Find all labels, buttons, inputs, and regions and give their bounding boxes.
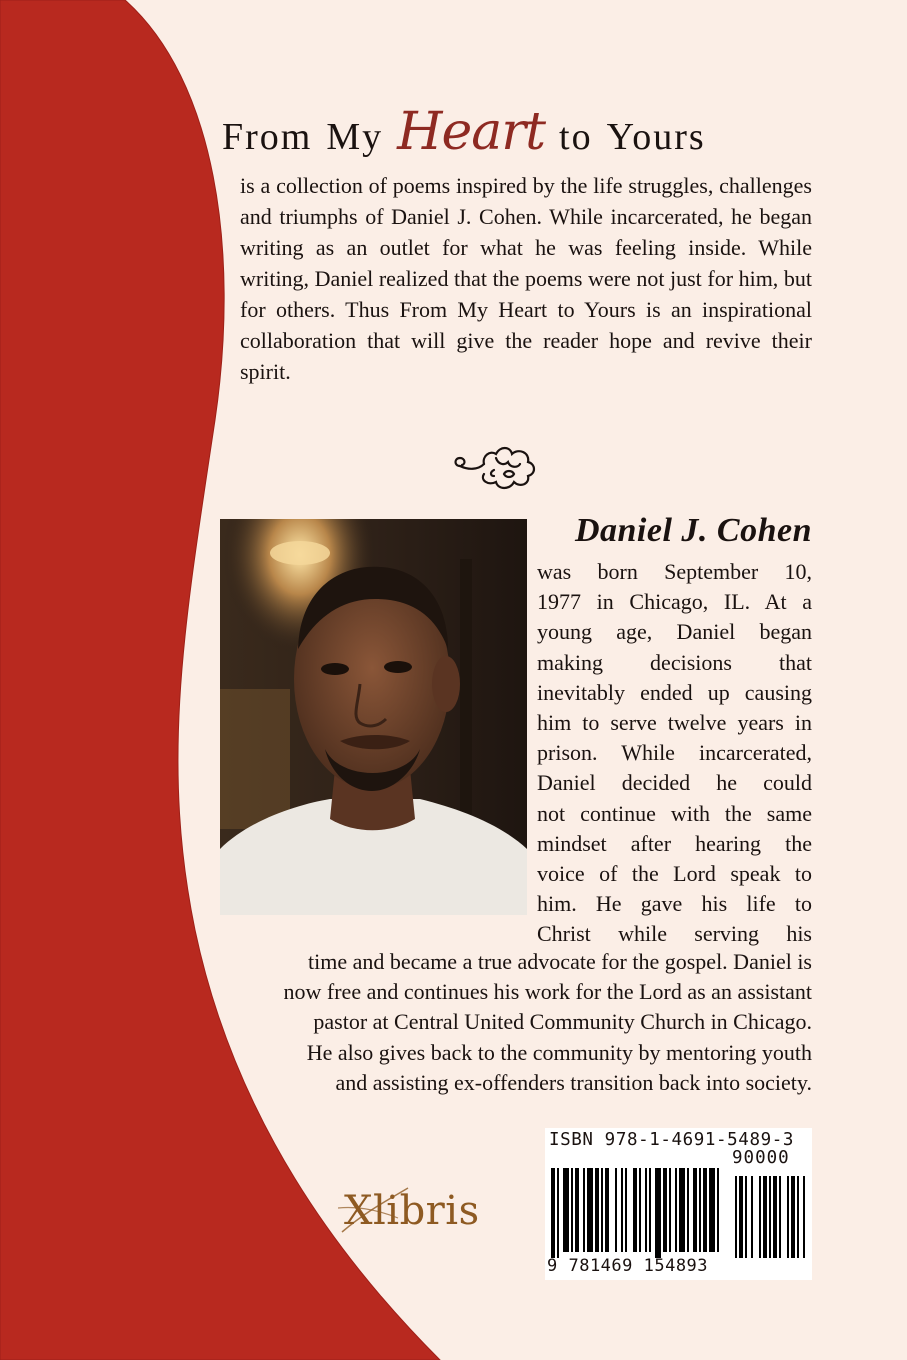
barcode-addon-bar [797,1176,799,1258]
publisher-logo [338,1180,488,1240]
barcode-bar [663,1168,667,1252]
barcode-bar [669,1168,671,1252]
title-word-to: to [559,116,593,158]
isbn-barcode [545,1128,812,1280]
bio-line: him to serve twelve years in [537,709,812,735]
author-name: Daniel J. Cohen [574,512,812,549]
barcode-bar [717,1168,719,1252]
barcode-bars [551,1168,809,1258]
barcode-bar [625,1168,627,1252]
price-code: 90000 [732,1148,790,1168]
bio-line: inevitably ended up causing [537,679,812,705]
barcode-bar [709,1168,715,1252]
book-title [222,102,812,172]
barcode-addon-bar [745,1176,747,1258]
barcode-addon-bar [763,1176,767,1258]
barcode-bar [557,1168,559,1258]
barcode-addon-bar [773,1176,777,1258]
barcode-bar [703,1168,707,1252]
author-bio-column [537,557,812,949]
barcode-bar [621,1168,623,1252]
barcode-addon-bar [791,1176,795,1258]
bio-line: mindset after hearing the [537,830,812,856]
barcode-addon-bar [759,1176,761,1258]
title-word-heart: Heart [397,102,546,162]
bio-line: time and became a true advocate for the gospel. Daniel is [308,949,812,974]
title-word-yours: Yours [606,116,706,158]
bio-line: him. He gave his life to [537,891,812,917]
barcode-bar [615,1168,617,1252]
barcode-bar [699,1168,701,1252]
bio-line: voice of the Lord speak to [537,860,812,886]
bio-line: young age, Daniel began [537,619,812,645]
barcode-bar [605,1168,609,1252]
bio-line: now free and continues his work for the Lord as an assistant [283,979,812,1005]
isbn-label: ISBN 978-1-4691-5489-3 [549,1130,794,1150]
publisher-name: Xlibris [344,1188,480,1234]
barcode-bar [601,1168,603,1252]
barcode-bar [571,1168,573,1252]
barcode-bar [693,1168,697,1252]
scroll-ornament-icon [448,436,544,494]
barcode-bar [649,1168,651,1252]
book-description: is a collection of poems inspired by the life struggles, challenges and triumphs of Daniel J. Cohen. While incarcerated, he began writing as an outlet for what he was feeling inside. While writing, Daniel realized that the poems were not just for him, but for others. Thus From My Heart to Yours is an inspirational collaboration that will give the reader hope and revive their spirit. [240,173,812,384]
barcode-addon-bar [779,1176,781,1258]
barcode-bar [675,1168,677,1252]
barcode-bar [587,1168,593,1252]
barcode-addon-bar [751,1176,753,1258]
barcode-bar [575,1168,579,1252]
bio-line: and assisting ex-offenders transition back into society. [335,1069,812,1095]
title-word-from: From [222,116,313,158]
author-photo [220,519,527,915]
barcode-bar [645,1168,647,1252]
bio-line: prison. While incarcerated, [537,740,812,766]
author-bio-continued [192,947,812,1098]
bio-line: Christ while serving his [537,921,812,947]
barcode-bar [551,1168,555,1258]
barcode-bar [633,1168,637,1252]
title-word-my: My [326,116,384,158]
barcode-bar [687,1168,689,1252]
bio-line: was born September 10, [537,559,812,584]
barcode-bar [563,1168,569,1252]
barcode-bar [655,1168,661,1258]
barcode-bar [595,1168,599,1252]
barcode-addon-bar [769,1176,771,1258]
barcode-addon-bar [735,1176,737,1258]
bio-line: Daniel decided he could [537,770,812,796]
bio-line: 1977 in Chicago, IL. At a [537,589,812,615]
bio-line: not continue with the same [537,800,812,826]
barcode-digits: 9 781469 154893 [547,1256,709,1276]
barcode-addon-bar [787,1176,789,1258]
barcode-addon-bar [803,1176,805,1258]
bio-line: He also gives back to the community by mentoring youth [306,1039,812,1065]
bio-line: pastor at Central United Community Church in Chicago. [313,1009,812,1035]
barcode-addon-bar [739,1176,743,1258]
barcode-bar [679,1168,685,1252]
barcode-bar [639,1168,641,1252]
bio-line: making decisions that [537,649,812,675]
barcode-bar [583,1168,585,1252]
